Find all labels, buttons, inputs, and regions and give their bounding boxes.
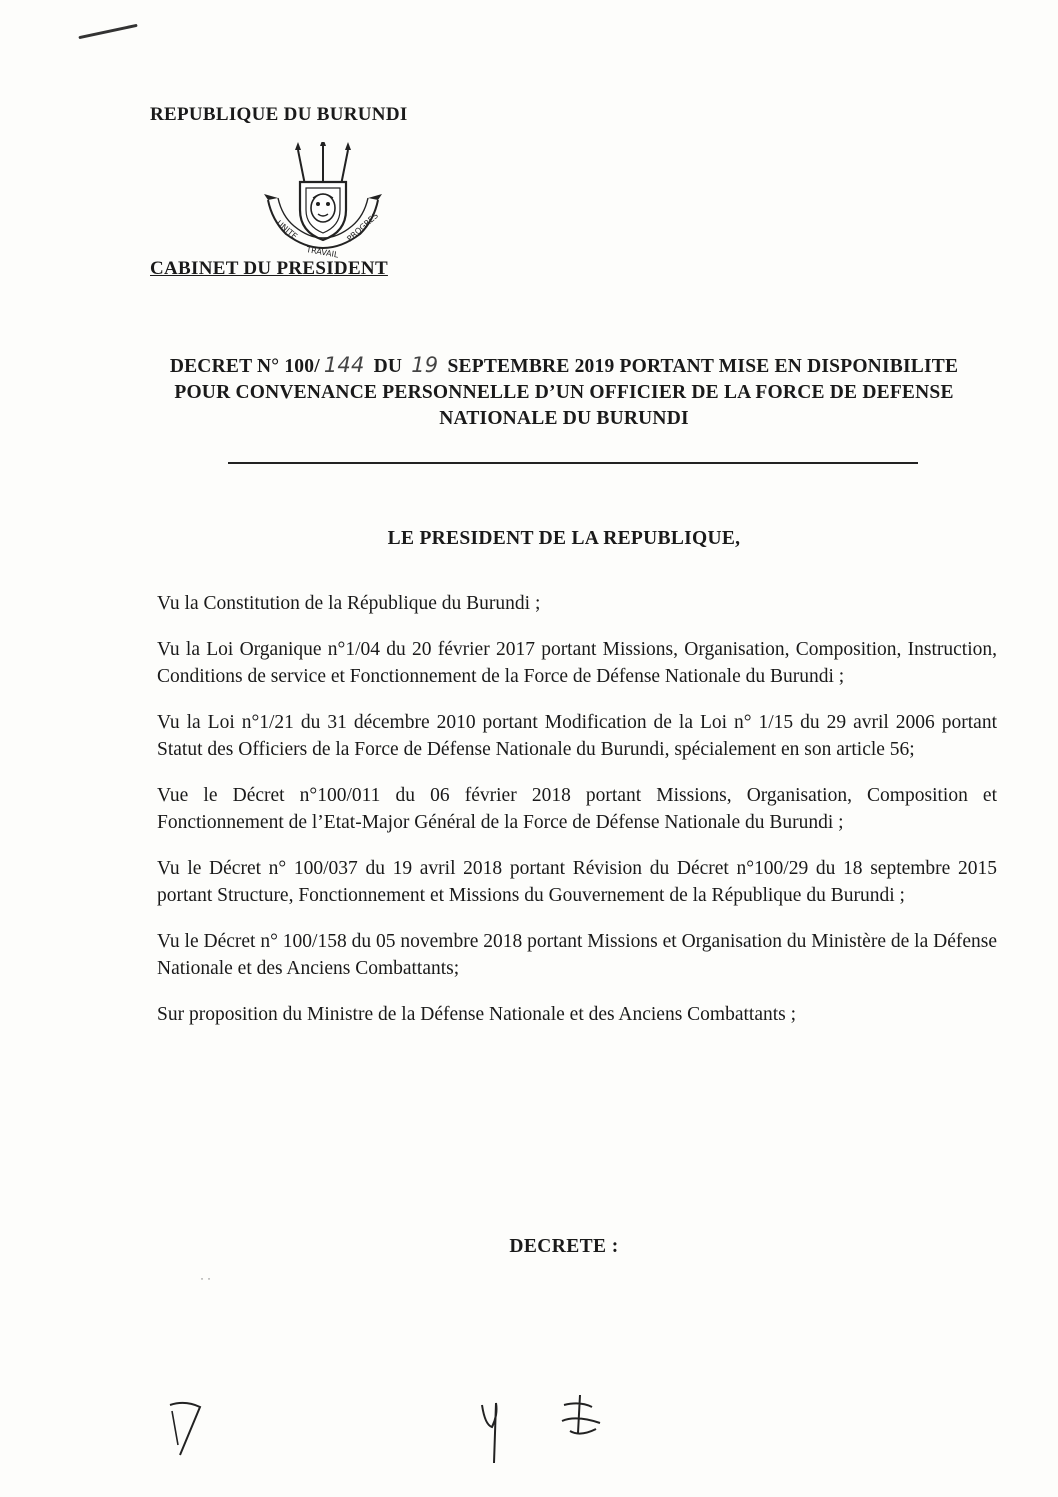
consideration-item: Vu la Constitution de la République du Burundi ; [157,593,541,614]
svg-text:PROGRES: PROGRES [345,210,381,244]
considerations-list [157,590,997,1047]
consideration-item: Vu le Décret n° 100/037 du 19 avril 2018 portant Révision du Décret n°100/29 du 18 septembre 2015 portant Structure, Fonctionnement et Missions du Gouvernement de la République du Burundi ; [157,858,997,906]
title-part-2: DU [373,356,403,377]
republic-heading: REPUBLIQUE DU BURUNDI [150,104,408,125]
handwritten-initials [160,1385,660,1465]
header-left [150,104,480,126]
cabinet-heading: CABINET DU PRESIDENT [150,258,388,279]
title-part-1: DECRET N° 100/ [169,356,320,377]
title-divider [228,462,918,464]
president-heading: LE PRESIDENT DE LA REPUBLIQUE, [387,528,741,549]
svg-text:UNITE: UNITE [274,218,299,242]
scan-speck: ˙ ˙ [200,1275,211,1289]
consideration-item: Vu la Loi Organique n°1/04 du 20 février 2017 portant Missions, Organisation, Composition, Instruction, Conditions de service et Fonctionnement de la Force de Défense Nationale du Burundi ; [157,639,997,687]
decrete-heading: DECRETE : [509,1236,619,1257]
svg-text:TRAVAIL: TRAVAIL [305,245,340,260]
consideration-item: Vue le Décret n°100/011 du 06 février 2018 portant Missions, Organisation, Composition et Fonctionnement de l’Etat-Major Général de la Force de Défense Nationale du Burundi ; [157,785,997,833]
scan-mark [78,24,137,39]
decree-title [150,352,978,432]
consideration-item: Sur proposition du Ministre de la Défense Nationale et des Anciens Combattants ; [157,1004,797,1025]
title-part-3: SEPTEMBRE 2019 PORTANT MISE EN DISPONIBILITE POUR CONVENANCE PERSONNELLE D’UN OFFICIER DE LA FORCE DE DEFENSE NATIONALE DU BURUNDI [174,356,959,429]
consideration-item: Vu le Décret n° 100/158 du 05 novembre 2018 portant Missions et Organisation du Ministère de la Défense Nationale et des Anciens Combattants; [157,931,997,979]
handwritten-day: 19 [411,353,439,377]
consideration-item: Vu la Loi n°1/21 du 31 décembre 2010 portant Modification de la Loi n° 1/15 du 29 avril 2006 portant Statut des Officiers de la Force de Défense Nationale du Burundi, spécialement en son article 56; [157,712,997,760]
handwritten-decree-number: 144 [323,353,365,377]
coat-of-arms-icon [258,142,388,264]
